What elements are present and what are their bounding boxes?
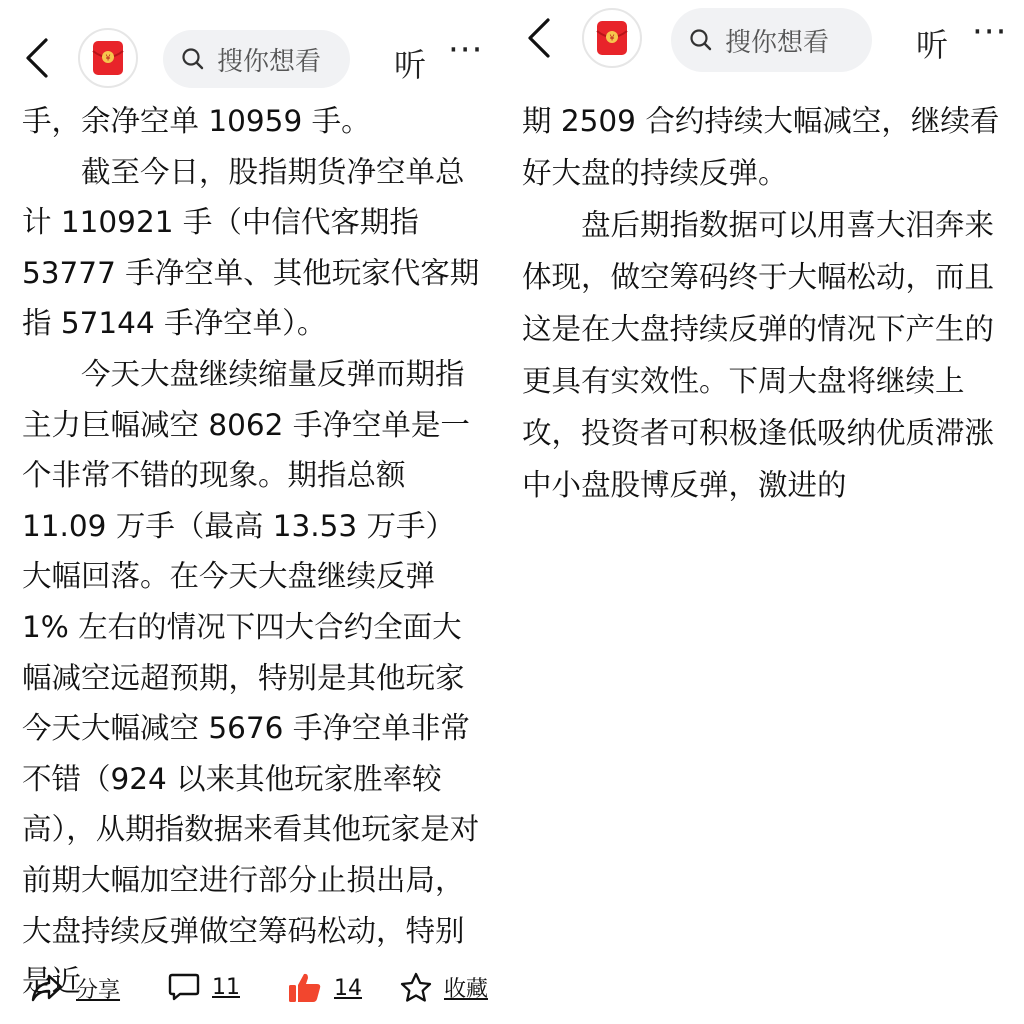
- paragraph: 今天大盘继续缩量反弹而期指主力巨幅减空 8062 手净空单是一个非常不错的现象。期指总额 11.09 万手（最高 13.53 万手）大幅回落。在今天大盘继续反弹 1% 左右的情况下四大合约全面大幅减空远超预期，特别是其他玩家今天大幅减空 5676 手净空单非常不错（924 以来其他玩家胜率较高），从期指数据来看其他玩家是对前期大幅加空进行部分止损出局，大盘持续反弹做空筹码松动，特别是近: [22, 356, 480, 999]
- more-button[interactable]: ···: [448, 30, 484, 70]
- red-envelope-icon: [592, 17, 632, 59]
- paragraph: 截至今日，股指期货净空单总计 110921 手（中信代客期指 53777 手净空单、其他玩家代客期指 57144 手净空单）。: [22, 154, 480, 341]
- svg-text:¥: ¥: [105, 53, 111, 63]
- favorite-label: 收藏: [444, 977, 489, 1002]
- top-bar: [512, 0, 1024, 96]
- paragraph: 期 2509 合约持续大幅减空，继续看好大盘的持续反弹。: [522, 104, 1000, 190]
- star-icon: [400, 972, 432, 1003]
- search-input[interactable]: [671, 8, 872, 72]
- favorite-button[interactable]: [400, 972, 488, 1003]
- like-button[interactable]: [288, 972, 362, 1004]
- search-icon: [181, 47, 205, 71]
- search-placeholder: 搜你想看: [217, 46, 322, 77]
- top-bar: [0, 0, 504, 96]
- share-button[interactable]: [30, 972, 120, 1004]
- article-body: [22, 96, 484, 1007]
- back-icon[interactable]: [524, 16, 554, 60]
- right-screen: [512, 0, 1024, 1024]
- search-input[interactable]: [163, 30, 350, 88]
- more-button[interactable]: ···: [972, 12, 1008, 52]
- listen-button[interactable]: 听: [916, 26, 949, 64]
- article-body: [522, 95, 1012, 511]
- back-icon[interactable]: [22, 36, 52, 80]
- listen-button[interactable]: 听: [394, 46, 427, 84]
- comment-count: 11: [212, 974, 240, 1000]
- search-placeholder: 搜你想看: [725, 27, 830, 58]
- paragraph: 手，余净空单 10959 手。: [22, 104, 371, 138]
- left-screen: [0, 0, 504, 1024]
- comment-icon: [168, 972, 200, 1002]
- comment-button[interactable]: [168, 972, 240, 1002]
- search-icon: [689, 28, 713, 52]
- share-icon: [30, 972, 64, 1004]
- avatar[interactable]: [582, 8, 642, 68]
- thumbs-up-icon: [288, 972, 322, 1004]
- red-envelope-icon: [88, 37, 128, 79]
- action-bar: [0, 966, 504, 1016]
- svg-text:¥: ¥: [609, 33, 615, 43]
- avatar[interactable]: [78, 28, 138, 88]
- share-label: 分享: [76, 977, 121, 1003]
- like-count: 14: [334, 975, 362, 1001]
- paragraph: 盘后期指数据可以用喜大泪奔来体现，做空筹码终于大幅松动，而且这是在大盘持续反弹的情况下产生的更具有实效性。下周大盘将继续上攻，投资者可积极逢低吸纳优质滞涨中小盘股博反弹，激进的: [522, 208, 995, 502]
